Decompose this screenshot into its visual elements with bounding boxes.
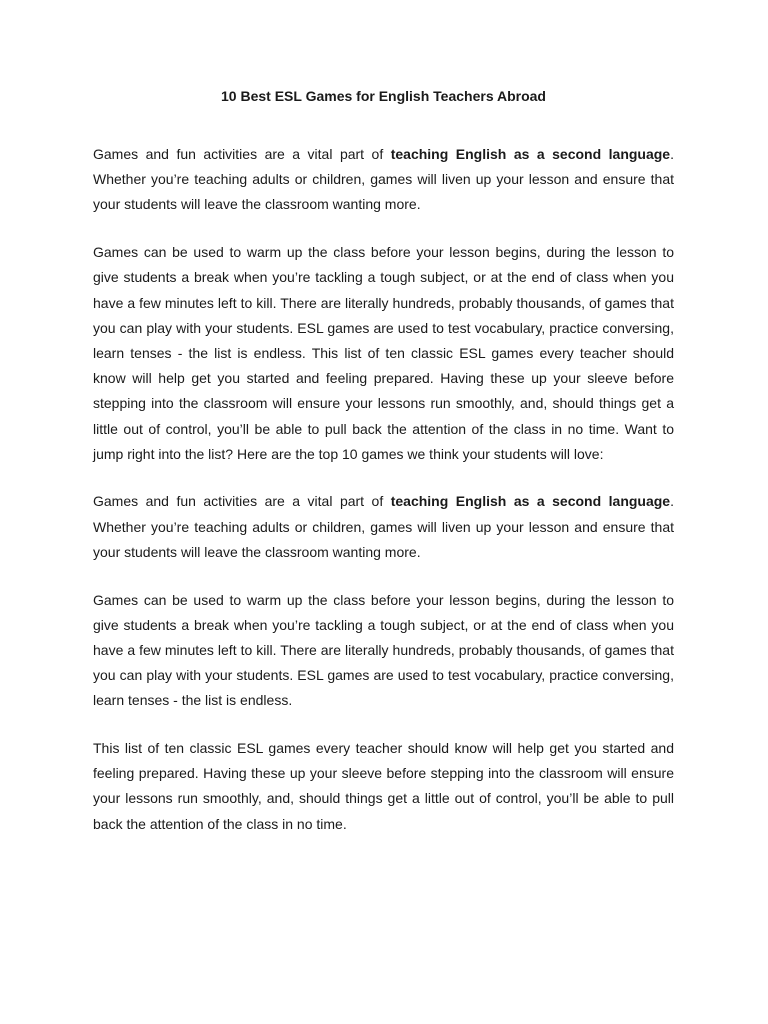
paragraph-1-text-after: . Whether you’re teaching adults or children, games will liven up your lesson and ensure that your students will leave the classroom wanting more. (93, 146, 674, 213)
paragraph-3-text-before: Games and fun activities are a vital part of (93, 493, 391, 510)
paragraph-1-text-before: Games and fun activities are a vital part of (93, 146, 391, 162)
paragraph-3 (93, 489, 674, 565)
paragraph-2: Games can be used to warm up the class before your lesson begins, during the lesson to give students a break when you’re tackling a tough subject, or at the end of class when you have a few minutes left to kill. There are literally hundreds, probably thousands, of games that you can play with your students. ESL games are used to test vocabulary, practice conversing, learn tenses - the list is endless. This list of ten classic ESL games every teacher should know will help get you started and feeling prepared. Having these up your sleeve before stepping into the classroom will ensure your lessons run smoothly, and, should things get a little out of control, you’ll be able to pull back the attention of the class in no time. Want to jump right into the list? Here are the top 10 games we think your students will love: (93, 244, 674, 462)
document-title: 10 Best ESL Games for English Teachers Abroad (221, 88, 546, 104)
document-page (93, 86, 674, 859)
paragraph-3-text-after: . Whether you’re teaching adults or children, games will liven up your lesson and ensure that your students will leave the classroom wanting more. (93, 493, 674, 560)
paragraph-3-bold-phrase: teaching English as a second language (390, 493, 671, 510)
paragraph-4: Games can be used to warm up the class before your lesson begins, during the lesson to give students a break when you’re tackling a tough subject, or at the end of class when you have a few minutes left to kill. There are literally hundreds, probably thousands, of games that you can play with your students. ESL games are used to test vocabulary, practice conversing, learn tenses - the list is endless. (93, 591, 674, 709)
paragraph-5: This list of ten classic ESL games every teacher should know will help get you started and feeling prepared. Having these up your sleeve before stepping into the classroom will ensure your lessons run smoothly, and, should things get a little out of control, you’ll be able to pull back the attention of the class in no time. (93, 740, 674, 832)
paragraph-1-bold-phrase: teaching English as a second language (390, 146, 671, 162)
paragraph-1 (93, 142, 674, 218)
